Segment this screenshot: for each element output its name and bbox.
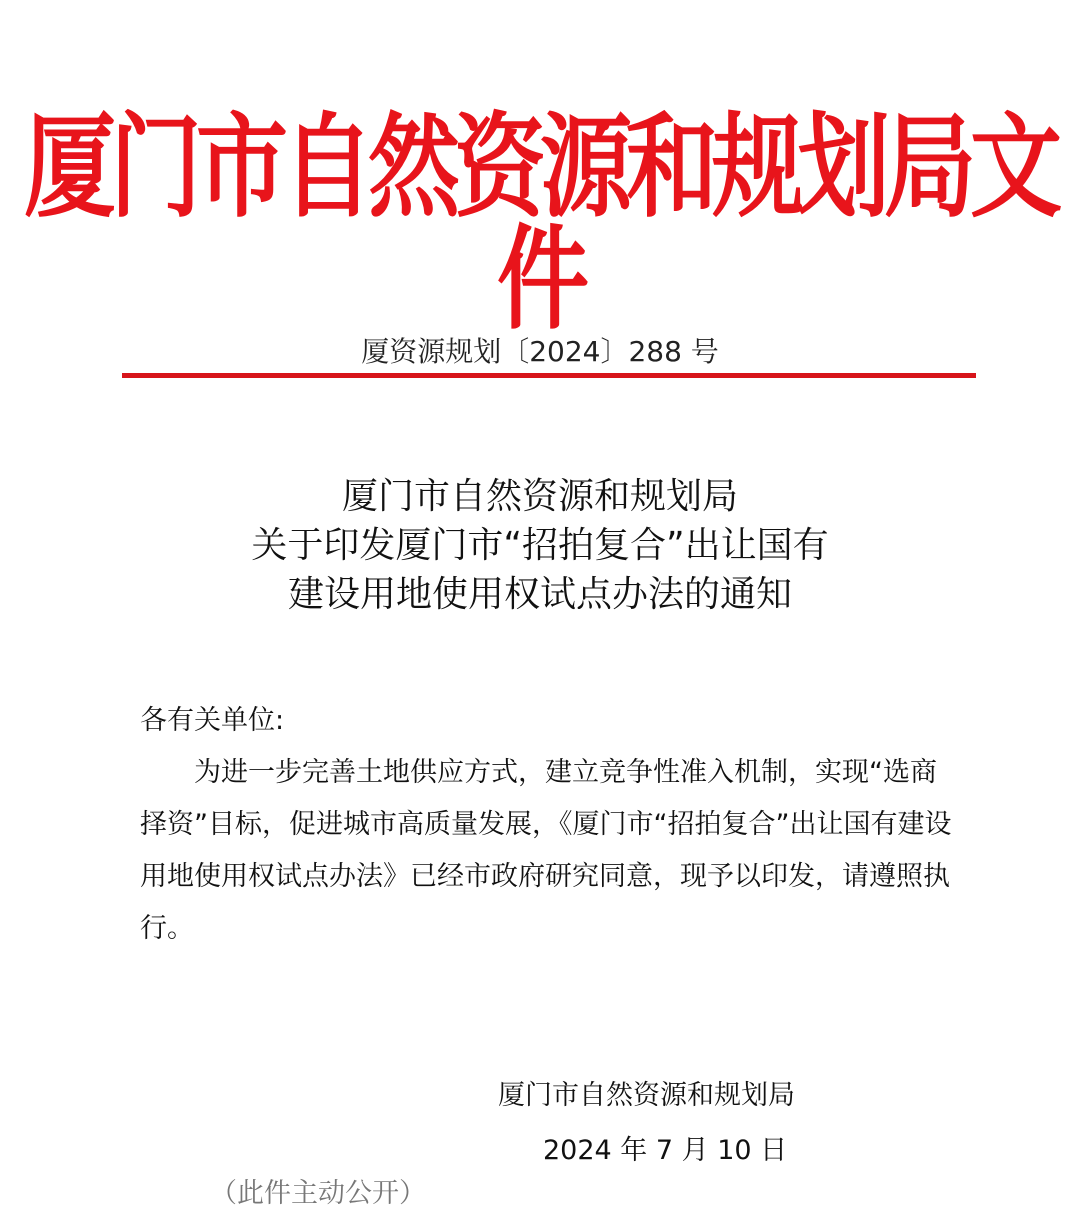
- title-line-3: 建设用地使用权试点办法的通知: [287, 574, 792, 615]
- document-number: 厦资源规划〔2024〕288 号: [361, 335, 719, 368]
- cutoff-text-line: （此件主动公开）: [210, 1178, 426, 1209]
- title-line-1: 厦门市自然资源和规划局: [341, 476, 738, 517]
- issuer-signature: 厦门市自然资源和规划局: [498, 1080, 795, 1111]
- issue-date: 2024 年 7 月 10 日: [543, 1135, 788, 1166]
- red-divider-line: [122, 373, 976, 378]
- document-masthead: 厦门市自然资源和规划局文件: [23, 102, 1056, 346]
- body-paragraph: 为进一步完善土地供应方式，建立竞争性准入机制，实现“选商择资”目标，促进城市高质量发展，《厦门市“招拍复合”出让国有建设用地使用权试点办法》已经市政府研究同意，现予以印发，请遵照执行。: [140, 757, 952, 944]
- document-body: [140, 695, 955, 955]
- document-title: [0, 472, 1080, 619]
- salutation: 各有关单位:: [140, 705, 285, 736]
- title-line-2: 关于印发厦门市“招拍复合”出让国有: [251, 525, 829, 566]
